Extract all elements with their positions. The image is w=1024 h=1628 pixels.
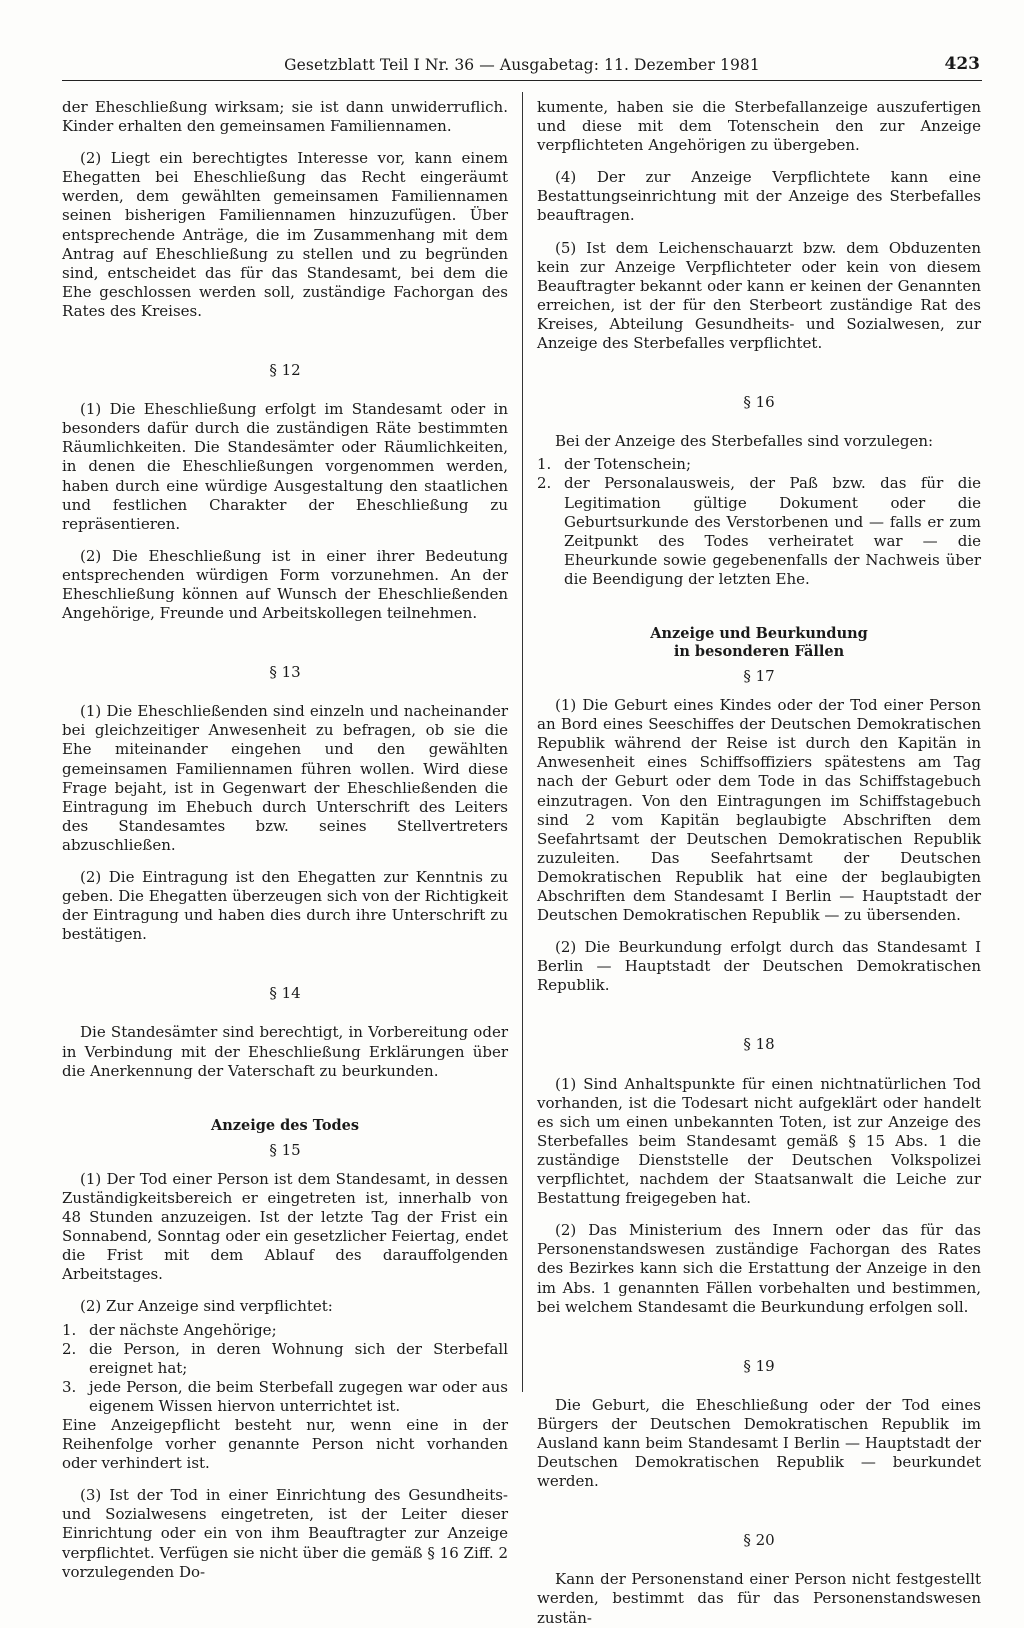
paragraph-15-5: (5) Ist dem Leichenschauarzt bzw. dem Obduzenten kein zur Anzeige Verpflichteter oder kein von diesem Beauftragter bekannt oder kann er keinen der Genannten erreichen, ist der für den Sterbeort zuständige Rat des Kreises, Abteilung Gesundheits- und Sozialwesen, zur Anzeige des Sterbefalles verpflichtet. bbox=[537, 238, 981, 353]
paragraph-18-1: (1) Sind Anhaltspunkte für einen nichtnatürlichen Tod vorhanden, ist die Todesart nicht aufgeklärt oder handelt es sich um einen unbekannten Toten, ist zur Anzeige des Sterbefalles beim Standesamt gemäß § 15 Abs. 1 die zuständige Dienststelle der Deutschen Volkspolizei verpflichtet, nachdem der Staatsanwalt die Leiche zur Bestattung freigegeben hat. bbox=[537, 1074, 981, 1208]
list-item-number: 2. bbox=[62, 1339, 77, 1358]
list-item-number: 3. bbox=[62, 1377, 77, 1396]
list-item-text: der Personalausweis, der Paß bzw. das für die Legitimation gültige Dokument oder die Geburtsurkunde des Verstorbenen und — falls er zum Zeitpunkt des Todes verheiratet war — die Eheurkunde sowie gegebenenfalls der Nachweis über die Beendigung der letzten Ehe. bbox=[564, 474, 981, 588]
page-header bbox=[62, 52, 982, 81]
list-item bbox=[62, 1340, 508, 1378]
heading-anzeige-des-todes: Anzeige des Todes bbox=[210, 1116, 360, 1134]
list-item-text: der Totenschein; bbox=[564, 455, 692, 474]
right-column bbox=[537, 98, 981, 1627]
section-16-title: § 16 bbox=[743, 393, 775, 412]
list-16 bbox=[537, 455, 981, 589]
header-title: Gesetzblatt Teil I Nr. 36 — Ausgabetag: 11. Dezember 1981 bbox=[284, 56, 760, 74]
list-item-text: der nächste Angehörige; bbox=[89, 1320, 277, 1339]
paragraph-15-2: (2) Zur Anzeige sind verpflichtet: bbox=[80, 1297, 333, 1316]
list-item-number: 1. bbox=[62, 1320, 77, 1339]
paragraph-17-2: (2) Die Beurkundung erfolgt durch das Standesamt I Berlin — Hauptstadt der Deutschen Demokratischen Republik. bbox=[537, 938, 981, 995]
list-item-text: jede Person, die beim Sterbefall zugegen war oder aus eigenem Wissen hiervon unterrichtet ist. bbox=[89, 1377, 508, 1415]
paragraph-19: Die Geburt, die Eheschließung oder der Tod eines Bürgers der Deutschen Demokratischen Republik im Ausland kann beim Standesamt I Berlin — Hauptstadt der Deutschen Demokratischen Republik — beurkundet werden. bbox=[537, 1395, 981, 1491]
heading-besondere-faelle bbox=[537, 625, 981, 661]
paragraph-18-2: (2) Das Ministerium des Innern oder das für das Personenstandswesen zuständige Fachorgan des Rates des Bezirkes kann sich die Erstattung der Anzeige in den im Abs. 1 genannten Fällen vorbehalten und bestimmen, bei welchem Standesamt die Beurkundung erfolgen soll. bbox=[537, 1221, 981, 1316]
paragraph-15-1: (1) Der Tod einer Person ist dem Standesamt, in dessen Zuständigkeitsbereich er eingetreten ist, innerhalb von 48 Stunden anzuzeigen. Ist der letzte Tag der Frist ein Sonnabend, Sonntag oder ein gesetzlicher Feiertag, endet die Frist mit dem Ablauf des darauffolgenden Arbeitstages. bbox=[62, 1169, 508, 1284]
paragraph-15-anzeigepflicht: Eine Anzeigepflicht besteht nur, wenn eine in der Reihenfolge vorher genannte Person nicht vorhanden oder verhindert ist. bbox=[62, 1415, 508, 1473]
paragraph-12-1: (1) Die Eheschließung erfolgt im Standesamt oder in besonders dafür durch die zuständigen Räte bestimmten Räumlichkeiten. Die Standesämter oder Räumlichkeiten, in denen die Eheschließungen vorgenommen werden, haben durch eine würdige Ausgestaltung den staatlichen und festlichen Charakter der Eheschließung zu repräsentieren. bbox=[62, 400, 508, 533]
list-item-text: die Person, in deren Wohnung sich der Sterbefall ereignet hat; bbox=[89, 1339, 508, 1377]
paragraph-13-1: (1) Die Eheschließenden sind einzeln und nacheinander bei gleichzeitiger Anwesenheit zu befragen, ob sie die Ehe miteinander eingehen und den gewählten gemeinsamen Familiennamen führen wollen. Wird diese Frage bejaht, ist in Gegenwart der Eheschließenden die Eintragung im Ehebuch durch Unterschrift des Leiters des Standesamtes bzw. seines Stellvertreters abzuschließen. bbox=[62, 702, 508, 854]
section-15-title: § 15 bbox=[269, 1140, 301, 1159]
paragraph-16: Bei der Anzeige des Sterbefalles sind vorzulegen: bbox=[555, 432, 934, 451]
paragraph-intro: der Eheschließung wirksam; sie ist dann unwiderruflich. Kinder erhalten den gemeinsamen Familiennamen. bbox=[62, 98, 508, 136]
section-14-title: § 14 bbox=[269, 984, 301, 1003]
section-13-title: § 13 bbox=[269, 663, 301, 682]
column-divider bbox=[522, 92, 523, 1392]
paragraph-13-2: (2) Die Eintragung ist den Ehegatten zur Kenntnis zu geben. Die Ehegatten überzeugen sich von der Richtigkeit der Eintragung und haben dies durch ihre Unterschrift zu bestätigen. bbox=[62, 868, 508, 944]
section-20-title: § 20 bbox=[743, 1531, 775, 1550]
paragraph-14: Die Standesämter sind berechtigt, in Vorbereitung oder in Verbindung mit der Eheschließung Erklärungen über die Anerkennung der Vaterschaft zu beurkunden. bbox=[62, 1023, 508, 1080]
heading-line-2: in besonderen Fällen bbox=[673, 642, 845, 660]
section-12-title: § 12 bbox=[269, 361, 301, 380]
list-item-number: 2. bbox=[537, 474, 552, 493]
paragraph-12-2: (2) Die Eheschließung ist in einer ihrer Bedeutung entsprechenden würdigen Form vorzunehmen. An der Eheschließung können auf Wunsch der Eheschließenden Angehörige, Freunde und Arbeitskollegen teilnehmen. bbox=[62, 546, 508, 623]
paragraph-17-1: (1) Die Geburt eines Kindes oder der Tod einer Person an Bord eines Seeschiffes der Deutschen Demokratischen Republik während der Reise ist durch den Kapitän in Anwesenheit eines Schiffsoffiziers spätestens am Tag nach der Geburt oder dem Tode in das Schiffstagebuch einzutragen. Von den Eintragungen im Schiffstagebuch sind 2 vom Kapitän beglaubigte Abschriften dem Seefahrtsamt der Deutschen Demokratischen Republik zuzuleiten. Das Seefahrtsamt der Deutschen Demokratischen Republik hat eine der beglaubigten Abschriften dem Standesamt I Berlin — Hauptstadt der Deutschen Demokratischen Republik — zu übersenden. bbox=[537, 696, 981, 925]
paragraph-20: Kann der Personenstand einer Person nicht festgestellt werden, bestimmt das für das Personenstandswesen zustän- bbox=[537, 1570, 981, 1627]
left-column bbox=[62, 98, 508, 1581]
heading-line-1: Anzeige und Beurkundung bbox=[650, 624, 868, 642]
paragraph-continuation: kumente, haben sie die Sterbefallanzeige auszufertigen und diese mit dem Totenschein den zur Anzeige verpflichteten Angehörigen zu übergeben. bbox=[537, 98, 981, 155]
list-item bbox=[62, 1378, 508, 1416]
list-15 bbox=[62, 1321, 508, 1416]
list-item bbox=[62, 1321, 508, 1340]
paragraph-11-2: (2) Liegt ein berechtigtes Interesse vor, kann einem Ehegatten bei Eheschließung das Recht eingeräumt werden, dem gewählten gemeinsamen Familiennamen seinen bisherigen Familiennamen hinzuzufügen. Über entsprechende Anträge, die im Zusammenhang mit dem Antrag auf Eheschließung zu stellen und zu begründen sind, entscheidet das für das Standesamt, bei dem die Ehe geschlossen werden soll, zuständige Fachorgan des Rates des Kreises. bbox=[62, 149, 508, 320]
section-19-title: § 19 bbox=[743, 1356, 775, 1375]
paragraph-15-3: (3) Ist der Tod in einer Einrichtung des Gesundheits- und Sozialwesens eingetreten, ist der Leiter dieser Einrichtung oder ein von ihm Beauftragter zur Anzeige verpflichtet. Verfügen sie nicht über die gemäß § 16 Ziff. 2 vorzulegenden Do- bbox=[62, 1486, 508, 1581]
section-18-title: § 18 bbox=[743, 1035, 775, 1054]
paragraph-15-4: (4) Der zur Anzeige Verpflichtete kann eine Bestattungseinrichtung mit der Anzeige des Sterbefalles beauftragen. bbox=[537, 168, 981, 225]
page-number: 423 bbox=[944, 54, 980, 74]
section-17-title: § 17 bbox=[743, 666, 775, 685]
list-item-number: 1. bbox=[537, 455, 552, 474]
list-item bbox=[537, 455, 981, 474]
list-item bbox=[537, 474, 981, 589]
